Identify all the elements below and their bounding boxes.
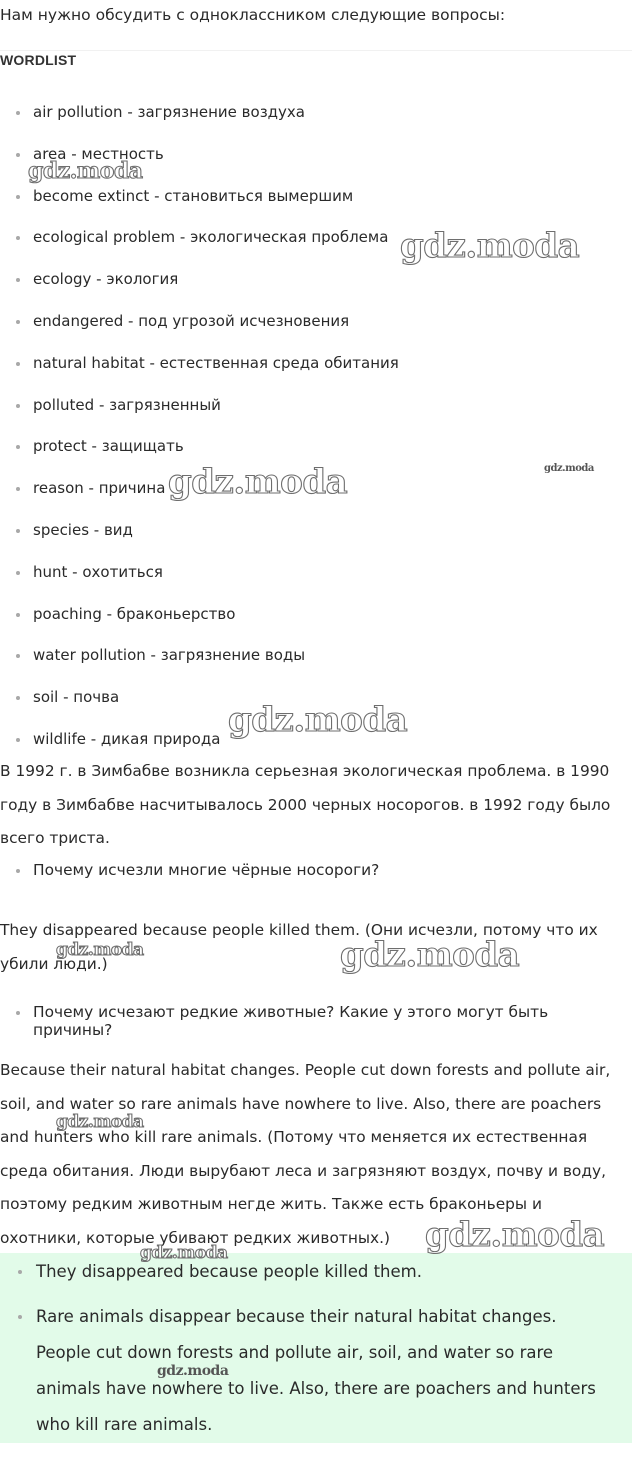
intro-text: Нам нужно обсудить с одноклассником следующие вопросы: <box>0 6 506 24</box>
wordlist-heading: WORDLIST <box>0 52 77 68</box>
question-item: Почему исчезают редкие животные? Какие у этого могут быть причины? <box>0 1003 632 1039</box>
bullet-icon <box>16 654 20 658</box>
list-item: ecological problem - экологическая проблема <box>0 228 632 270</box>
list-item: soil - почва <box>0 688 632 730</box>
list-item: Rare animals disappear because their natural habitat changes. People cut down forests and pollute air, soil, and water so rare animals have nowhere to live. Also, there are poachers and hunters who kill rare animals. <box>0 1299 616 1443</box>
bullet-icon <box>16 487 20 491</box>
bullet-icon <box>18 1315 22 1319</box>
bullet-icon <box>16 445 20 449</box>
bullet-icon <box>16 696 20 700</box>
list-item: hunt - охотиться <box>0 563 632 605</box>
list-item: area - местность <box>0 145 632 187</box>
bullet-icon <box>16 404 20 408</box>
bullet-icon <box>16 869 20 873</box>
watermark-logo: gdz.moda <box>544 463 594 474</box>
bullet-icon <box>16 613 20 617</box>
answer-paragraph: Because their natural habitat changes. People cut down forests and pollute air, soil, and water so rare animals have nowhere to live. Also, there are poachers and hunters who kill rare animals. (Потому что меняется их естественная среда обитания. Люди вырубают леса и загрязняют воздух, почву и воду, поэтому редким животным негде жить. Также есть браконьеры и охотники, которые убивают редких животных.) <box>0 1061 611 1247</box>
watermark-logo: gdz.moda <box>340 935 520 975</box>
summary-box <box>0 1253 632 1443</box>
watermark-logo: gdz.moda <box>400 226 580 266</box>
list-item: ecology - экология <box>0 270 632 312</box>
list-item: natural habitat - естественная среда обитания <box>0 354 632 396</box>
watermark-logo: gdz.moda <box>140 1243 228 1263</box>
bullet-icon <box>18 1270 22 1274</box>
divider <box>0 50 632 51</box>
bullet-icon <box>16 1011 20 1015</box>
list-item: polluted - загрязненный <box>0 396 632 438</box>
bullet-icon <box>16 320 20 324</box>
bullet-icon <box>16 571 20 575</box>
wordlist <box>0 103 632 772</box>
watermark-logo: gdz.moda <box>28 158 143 184</box>
watermark-logo: gdz.moda <box>56 940 144 960</box>
answer-paragraph: They disappeared because people killed them. (Они исчезли, потому что их убили люди.) <box>0 921 598 973</box>
watermark-logo: gdz.moda <box>56 1112 144 1132</box>
list-item: protect - защищать <box>0 437 632 479</box>
bullet-icon <box>16 362 20 366</box>
list-item: species - вид <box>0 521 632 563</box>
watermark-logo: gdz.moda <box>168 462 348 502</box>
watermark-logo: gdz.moda <box>228 700 408 740</box>
list-item: reason - причина <box>0 479 632 521</box>
list-item: water pollution - загрязнение воды <box>0 646 632 688</box>
question-item: Почему исчезли многие чёрные носороги? <box>0 861 379 879</box>
bullet-icon <box>16 111 20 115</box>
list-item: wildlife - дикая природа <box>0 730 632 772</box>
list-item: They disappeared because people killed them. <box>0 1254 616 1290</box>
list-item: endangered - под угрозой исчезновения <box>0 312 632 354</box>
bullet-icon <box>16 236 20 240</box>
bullet-icon <box>16 195 20 199</box>
list-item: air pollution - загрязнение воздуха <box>0 103 632 145</box>
list-item: become extinct - становиться вымершим <box>0 187 632 229</box>
bullet-icon <box>16 278 20 282</box>
list-item: poaching - браконьерство <box>0 605 632 647</box>
bullet-icon <box>16 738 20 742</box>
bullet-icon <box>16 529 20 533</box>
bullet-icon <box>16 153 20 157</box>
watermark-logo: gdz.moda <box>157 1363 229 1379</box>
watermark-logo: gdz.moda <box>425 1215 605 1255</box>
context-paragraph: В 1992 г. в Зимбабве возникла серьезная экологическая проблема. в 1990 году в Зимбабве насчитывалось 2000 черных носорогов. в 1992 году было всего триста. <box>0 762 611 847</box>
